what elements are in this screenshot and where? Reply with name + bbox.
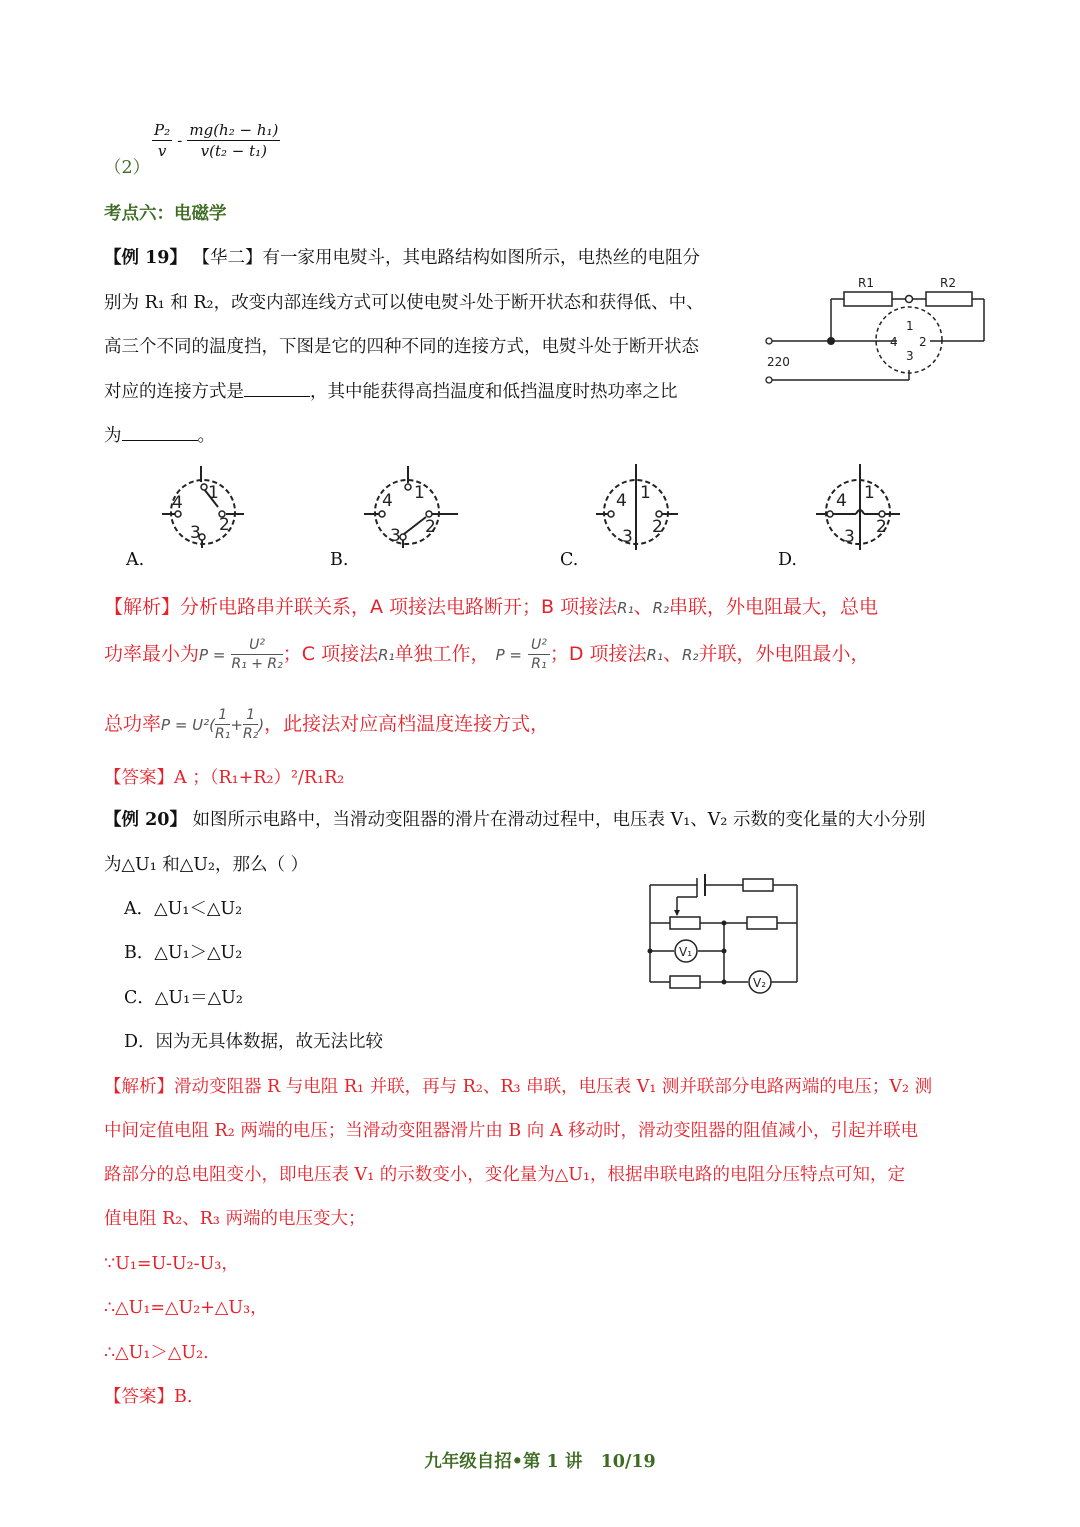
svg-text:2: 2 — [652, 517, 663, 537]
svg-text:1: 1 — [208, 483, 219, 503]
svg-text:3: 3 — [190, 523, 201, 543]
ex20-option-c: C．△U₁＝△U₂ — [124, 988, 243, 1008]
ex20-answer: 【答案】B. — [104, 1387, 193, 1407]
part2-formula: $\frac{\text{P₂}}{v}$ - $\frac{\text{mg(h₂ − h₁)}}{\text{v(t₂ − t₁)}}$ — [154, 121, 279, 160]
option-a-diagram — [126, 462, 256, 552]
footer-title: 九年级自招•第 1 讲 — [424, 1452, 583, 1472]
svg-text:2: 2 — [219, 515, 230, 535]
label-r1: R1 — [858, 276, 874, 290]
ex20-option-a: A．△U₁＜△U₂ — [124, 899, 243, 919]
ex20-analysis-line-7: ∴△U₁＞△U₂. — [104, 1343, 209, 1363]
voltmeter-circuit-diagram — [640, 870, 810, 995]
option-c — [560, 462, 690, 572]
iron-circuit-diagram — [760, 270, 990, 385]
svg-text:2: 2 — [425, 517, 436, 537]
ex20-analysis-line-2: 中间定值电阻 R₂ 两端的电压；当滑动变阻器滑片由 B 向 A 移动时，滑动变阻器的阻值减小，引起并联电 — [104, 1121, 919, 1141]
power-formula-series: $\frac{\text{U²}}{\text{R₁ + R₂}}$ — [231, 637, 283, 672]
option-c-label: C. — [560, 550, 579, 570]
svg-text:4: 4 — [890, 335, 898, 349]
power-formula-parallel-a: $\frac{1}{\text{R₁}}$ — [215, 707, 231, 742]
option-d-label: D. — [778, 550, 797, 570]
svg-text:3: 3 — [906, 349, 914, 363]
ex20-option-b: B．△U₁＞△U₂ — [124, 943, 243, 963]
part2-label: （2） — [104, 158, 151, 178]
ex19-analysis-line-2: 功率最小为P = $\frac{\text{U²}}{\text{R₁ + R₂}}$ ；C 项接法R₁单独工作， P = $\frac{\text{U²}}{\text{R₁}}$ ；D 项接法R₁、R₂并联，外电阻最小， — [104, 637, 870, 672]
ex20-line-2: 为△U₁ 和△U₂，那么（ ） — [104, 855, 309, 875]
option-b — [330, 462, 465, 572]
power-formula-parallel-b: $\frac{1}{\text{R₂}}$ — [242, 707, 259, 742]
answer-blank-2 — [122, 424, 198, 441]
ex19-line-5: 为 。 — [104, 426, 215, 446]
ex20-tag: 【例 20】 — [104, 810, 187, 830]
ex20-analysis-line-5: ∵U₁=U-U₂-U₃， — [104, 1254, 239, 1274]
ex20-option-d: D．因为无具体数据，故无法比较 — [124, 1032, 384, 1052]
option-c-diagram — [560, 462, 690, 552]
svg-text:3: 3 — [390, 526, 401, 546]
analysis-tag: 【解析】 — [104, 596, 181, 618]
section-title: 考点六：电磁学 — [104, 204, 227, 224]
svg-text:3: 3 — [622, 527, 633, 547]
ex19-tag: 【例 19】 — [104, 248, 187, 268]
page-footer — [0, 1450, 1080, 1474]
svg-text:2: 2 — [876, 517, 887, 537]
ex20-analysis-line-4: 值电阻 R₂、R₃ 两端的电压变大； — [104, 1209, 366, 1229]
svg-text:1: 1 — [906, 319, 914, 333]
ex19-line-1: 【例 19】 【华二】有一家用电熨斗，其电路结构如图所示，电热丝的电阻分 — [104, 248, 701, 268]
svg-text:2: 2 — [919, 335, 927, 349]
ex19-analysis-line-1: 【解析】分析电路串并联关系，A 项接法电路断开；B 项接法R₁、R₂串联，外电阻最大，总电 — [104, 596, 879, 618]
ex19-line-3: 高三个不同的温度挡，下图是它的四种不同的连接方式，电熨斗处于断开状态 — [104, 337, 699, 357]
ex19-analysis-line-3: 总功率P = U²( $\frac{1}{\text{R₁}}$ + $\frac{1}{\text{R₂}}$ )，此接法对应高档温度连接方式， — [104, 707, 550, 742]
svg-text:4: 4 — [616, 491, 627, 511]
ex19-answer: 【答案】A ；（R₁+R₂）²/R₁R₂ — [104, 768, 345, 788]
power-formula-single: $\frac{\text{U²}}{\text{R₁}}$ — [528, 636, 550, 673]
option-a — [126, 462, 256, 572]
option-b-diagram — [330, 462, 465, 552]
label-v1: V₁ — [679, 945, 693, 959]
ex20-analysis-tag: 【解析】 — [104, 1077, 174, 1097]
formula-main-fraction: $\frac{\text{mg(h₂ − h₁)}}{\text{v(t₂ − t₁)}}$ — [189, 121, 279, 160]
svg-text:1: 1 — [414, 483, 425, 503]
svg-text:1: 1 — [864, 483, 875, 503]
option-d — [778, 462, 913, 572]
ex20-analysis-line-1: 【解析】滑动变阻器 R 与电阻 R₁ 并联，再与 R₂、R₃ 串联，电压表 V₁ 测并联部分电路两端的电压；V₂ 测 — [104, 1077, 933, 1097]
page-number: 10/19 — [600, 1452, 656, 1472]
option-a-label: A. — [126, 550, 145, 570]
svg-text:1: 1 — [640, 483, 651, 503]
formula-p-over-v: $\frac{\text{P₂}}{v}$ — [154, 121, 171, 160]
option-b-label: B. — [330, 550, 349, 570]
answer-blank-1 — [244, 380, 310, 397]
label-v2: V₂ — [753, 976, 767, 990]
ex19-line-2: 别为 R₁ 和 R₂，改变内部连线方式可以使电熨斗处于断开状态和获得低、中、 — [104, 293, 704, 313]
svg-text:4: 4 — [836, 491, 847, 511]
label-220: 220 — [767, 355, 790, 369]
ex19-line-4: 对应的连接方式是 ，其中能获得高挡温度和低挡温度时热功率之比 — [104, 382, 678, 402]
ex20-line-1: 【例 20】 如图所示电路中，当滑动变阻器的滑片在滑动过程中，电压表 V₁、V₂ 示数的变化量的大小分别 — [104, 810, 926, 830]
option-d-diagram — [778, 462, 913, 552]
svg-text:4: 4 — [382, 491, 393, 511]
ex20-analysis-line-6: ∴△U₁=△U₂+△U₃， — [104, 1298, 268, 1318]
label-r2: R2 — [940, 276, 956, 290]
ex20-analysis-line-3: 路部分的总电阻变小，即电压表 V₁ 的示数变小，变化量为△U₁，根据串联电路的电阻分压特点可知，定 — [104, 1165, 905, 1185]
svg-text:3: 3 — [844, 527, 855, 547]
svg-text:4: 4 — [172, 493, 183, 513]
